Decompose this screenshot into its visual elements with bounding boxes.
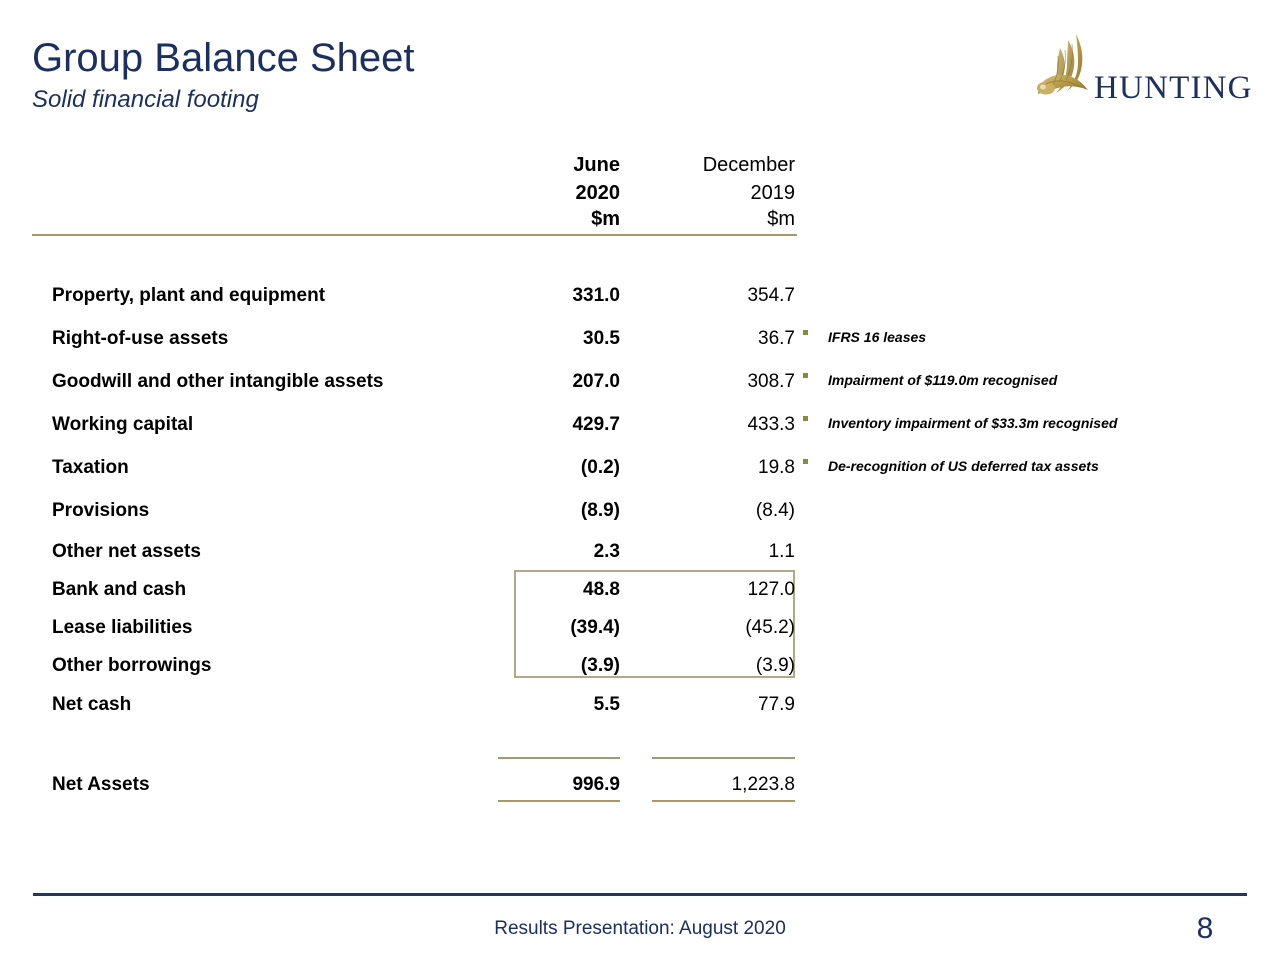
header-june-units: $m [591,208,620,230]
note-bullet-icon [803,459,808,464]
table-row-label: Bank and cash [52,579,187,600]
total-rule-june-top [498,757,620,759]
table-row-label: Property, plant and equipment [52,285,326,306]
header-december-units: $m [767,208,795,230]
table-row-december-value: 36.7 [758,328,795,349]
total-rule-june-bottom [498,800,620,802]
note-bullet-icon [803,373,808,378]
annotation-note: Impairment of $119.0m recognised [828,372,1058,388]
table-row-december-value: 19.8 [758,457,795,478]
total-rule-december-top [652,757,795,759]
table-row-december-value: 127.0 [747,579,795,600]
table-row-december-value: 77.9 [758,694,795,715]
annotation-note: IFRS 16 leases [828,329,927,345]
table-row-june-value: (3.9) [580,655,620,676]
table-row-june-value: (8.9) [580,500,620,521]
table-row-label: Net cash [52,694,132,715]
table-row-label: Goodwill and other intangible assets [52,371,384,392]
footer-divider [33,893,1247,896]
table-row-december-value: 354.7 [747,285,795,306]
total-row-label: Net Assets [52,774,150,795]
table-row-december-value: (3.9) [755,655,795,676]
table-row-label: Working capital [52,414,194,435]
annotation-note: De-recognition of US deferred tax assets [828,458,1099,474]
table-row-june-value: (0.2) [580,457,620,478]
footer-text: Results Presentation: August 2020 [494,918,786,939]
table-row-december-value: 433.3 [747,414,795,435]
header-december-month: December [702,154,795,176]
table-row-label: Provisions [52,500,150,521]
hunting-logo [1032,32,1253,112]
table-row-june-value: 331.0 [572,285,620,306]
table-row-label: Other borrowings [52,655,212,676]
note-bullet-icon [803,330,808,335]
table-row-june-value: 5.5 [593,694,620,715]
header-june-year: 2020 [575,182,620,204]
table-row-label: Other net assets [52,541,201,562]
table-row-label: Lease liabilities [52,617,193,638]
table-row-june-value: 207.0 [572,371,620,392]
annotation-note: Inventory impairment of $33.3m recognised [828,415,1118,431]
note-bullet-icon [803,416,808,421]
table-row-december-value: (45.2) [745,617,795,638]
total-row-june-value: 996.9 [572,774,620,795]
table-row-label: Right-of-use assets [52,328,229,349]
table-row-december-value: (8.4) [755,500,795,521]
table-row-june-value: 429.7 [572,414,620,435]
total-rule-december-bottom [652,800,795,802]
page-subtitle: Solid financial footing [32,86,259,113]
table-row-december-value: 308.7 [747,371,795,392]
header-divider [32,234,797,236]
table-row-label: Taxation [52,457,129,478]
header-december-year: 2019 [750,182,795,204]
table-row-june-value: 2.3 [593,541,620,562]
table-row-june-value: 48.8 [583,579,620,600]
total-row-december-value: 1,223.8 [731,774,795,795]
page-title: Group Balance Sheet [32,36,415,80]
header-june-month: June [573,154,620,176]
logo-wordmark: HUNTING [1094,70,1253,106]
table-row-june-value: 30.5 [583,328,620,349]
table-row-june-value: (39.4) [570,617,620,638]
table-row-december-value: 1.1 [768,541,795,562]
page-number: 8 [1196,912,1214,945]
